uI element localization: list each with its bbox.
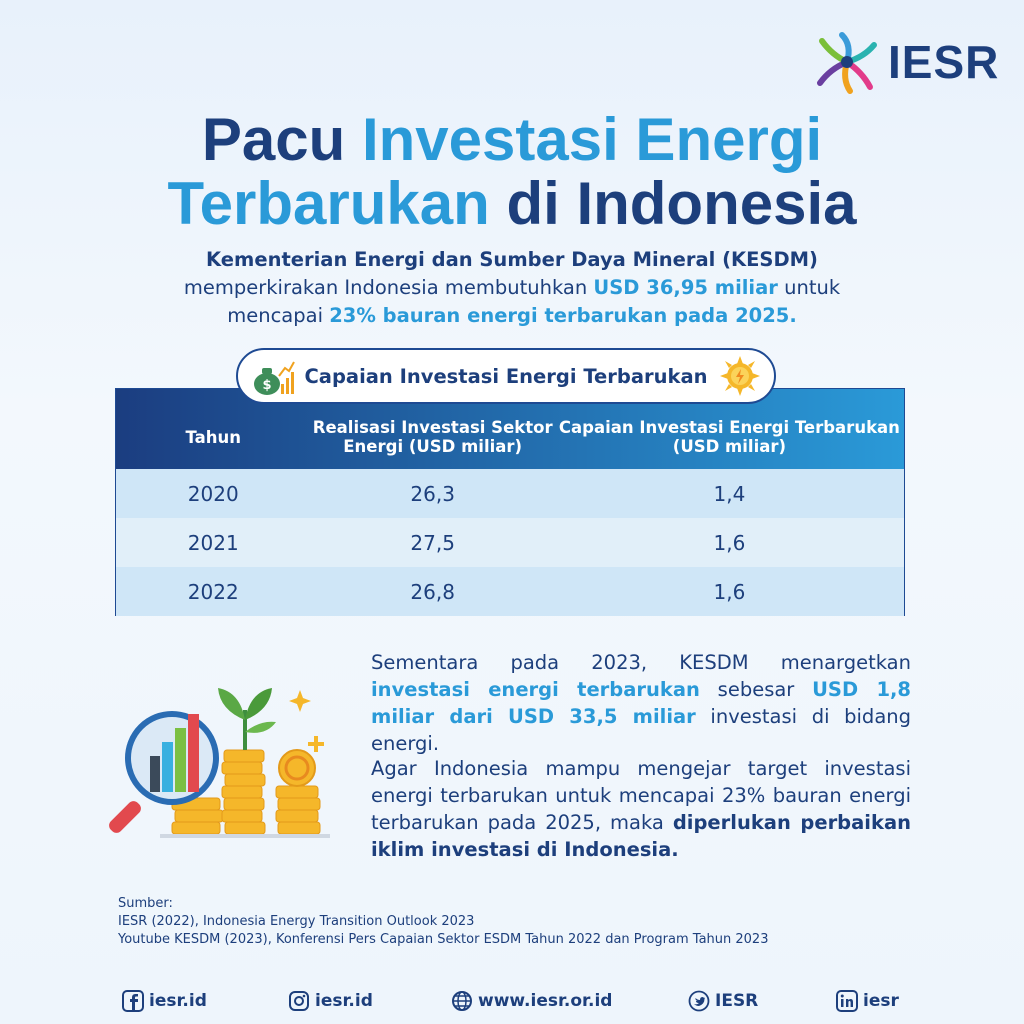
header-energy-investment: Realisasi Investasi Sektor Energi (USD miliar) xyxy=(312,418,553,456)
table-row xyxy=(116,518,904,567)
cell-energy-investment: 26,3 xyxy=(410,481,455,506)
globe-icon xyxy=(451,990,473,1012)
title-part-4: di Indonesia xyxy=(489,170,857,237)
investment-growth-illustration xyxy=(100,670,340,850)
linkedin-handle: iesr xyxy=(863,991,899,1011)
cell-year: 2021 xyxy=(187,530,239,555)
para1-d: USD 1,8 miliar dari USD 33,5 miliar xyxy=(371,678,911,728)
facebook-handle: iesr.id xyxy=(149,991,207,1011)
lead-line-3a: mencapai xyxy=(227,304,330,327)
brand-name: IESR xyxy=(888,36,1000,88)
paragraph-conclusion xyxy=(371,755,911,863)
para1-b: investasi energi terbarukan xyxy=(371,678,700,701)
lead-line-2b: USD 36,95 miliar xyxy=(593,276,778,299)
lead-line-2a: memperkirakan Indonesia membutuhkan xyxy=(183,276,594,299)
instagram-link[interactable] xyxy=(288,990,373,1012)
lead-paragraph xyxy=(60,246,964,330)
header-renewable-investment: Capaian Investasi Energi Terbarukan (USD miliar) xyxy=(558,418,900,456)
lead-line-3b: 23% bauran energi terbarukan pada 2025. xyxy=(329,304,797,327)
title-part-1: Pacu xyxy=(201,106,362,173)
table-body xyxy=(116,469,904,616)
para1-e: investasi di bidang energi. xyxy=(371,705,911,755)
cell-year: 2020 xyxy=(187,481,239,506)
para2-a: Agar Indonesia mampu mengejar target investasi energi terbarukan untuk mencapai 23% bauran energi terbarukan pada 2025, maka xyxy=(371,757,911,834)
title-part-3: Terbarukan xyxy=(167,170,490,237)
twitter-handle: IESR xyxy=(715,991,759,1011)
svg-text:$: $ xyxy=(261,378,272,393)
instagram-icon xyxy=(288,990,310,1012)
money-bag-growth-icon xyxy=(251,354,295,398)
para2-b: diperlukan perbaikan iklim investasi di Indonesia. xyxy=(371,811,911,861)
para1-a: Sementara pada 2023, KESDM menargetkan xyxy=(371,651,911,674)
linkedin-icon xyxy=(836,990,858,1012)
investment-table xyxy=(115,388,905,616)
title-part-2: Investasi Energi xyxy=(361,106,823,173)
sun-energy-icon xyxy=(718,354,762,398)
table-title: Capaian Investasi Energi Terbarukan xyxy=(304,364,708,388)
facebook-link[interactable] xyxy=(122,990,207,1012)
table-row xyxy=(116,469,904,518)
cell-energy-investment: 27,5 xyxy=(410,530,455,555)
cell-renewable-investment: 1,6 xyxy=(713,530,746,555)
lead-line-1: Kementerian Energi dan Sumber Daya Mineral (KESDM) xyxy=(206,248,818,271)
sources-label: Sumber: xyxy=(118,896,173,911)
twitter-icon xyxy=(688,990,710,1012)
iesr-logo-mark-icon xyxy=(812,27,882,97)
iesr-logo xyxy=(812,22,1002,102)
para1-c: sebesar xyxy=(699,678,813,701)
instagram-handle: iesr.id xyxy=(315,991,373,1011)
source-item: IESR (2022), Indonesia Energy Transition Outlook 2023 xyxy=(118,914,475,929)
page-title xyxy=(0,108,1024,236)
cell-energy-investment: 26,8 xyxy=(410,579,455,604)
table-title-pill xyxy=(236,348,776,404)
table-row xyxy=(116,567,904,616)
header-year: Tahun xyxy=(185,427,241,447)
cell-renewable-investment: 1,4 xyxy=(713,481,746,506)
website-link[interactable] xyxy=(451,990,612,1012)
lead-line-2c: untuk xyxy=(777,276,841,299)
footer-social xyxy=(0,990,1024,1020)
linkedin-link[interactable] xyxy=(836,990,899,1012)
cell-year: 2022 xyxy=(187,579,239,604)
paragraph-target-2023 xyxy=(371,649,911,757)
source-item: Youtube KESDM (2023), Konferensi Pers Capaian Sektor ESDM Tahun 2022 dan Program Tahun 2023 xyxy=(118,932,769,947)
twitter-link[interactable] xyxy=(688,990,758,1012)
sources xyxy=(118,895,768,949)
facebook-icon xyxy=(122,990,144,1012)
website-url: www.iesr.or.id xyxy=(478,991,613,1011)
cell-renewable-investment: 1,6 xyxy=(713,579,746,604)
